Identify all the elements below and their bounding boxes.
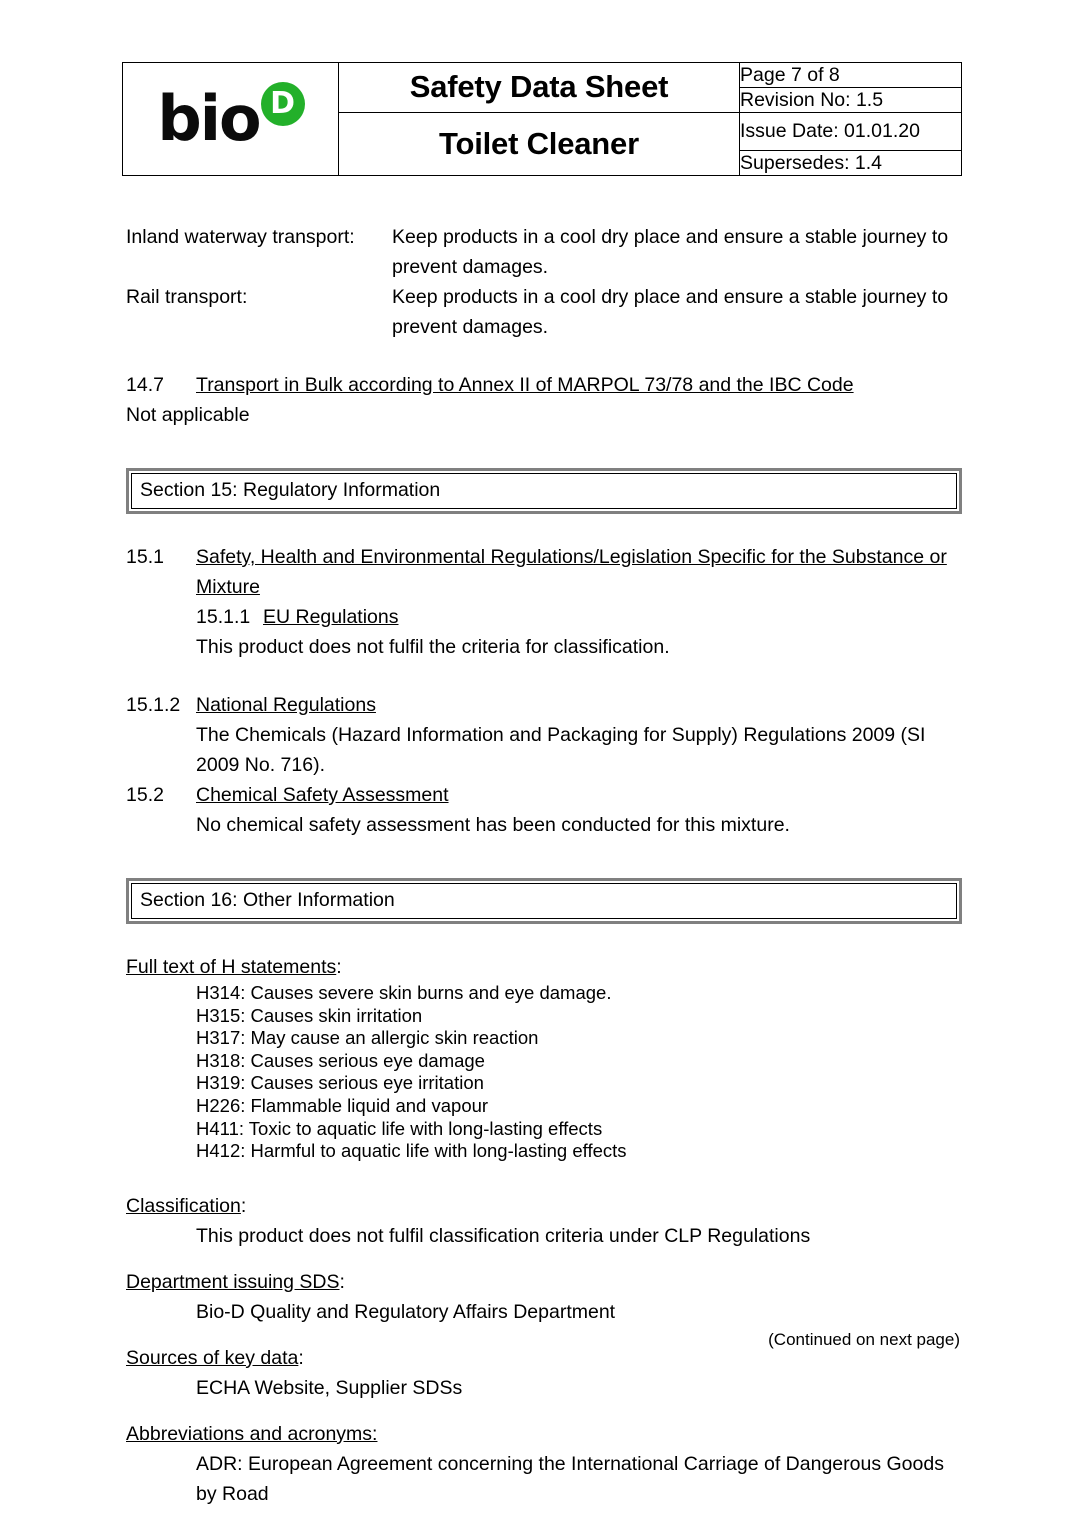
- clause-15-2-number: 15.2: [126, 784, 164, 806]
- continued-footer: (Continued on next page): [768, 1330, 960, 1349]
- document-body: [126, 222, 962, 1509]
- list-item: H226: Flammable liquid and vapour: [196, 1094, 489, 1116]
- clause-14-7-number: 14.7: [126, 374, 164, 396]
- department-label-row: [126, 1267, 962, 1297]
- clause-15-1-heading-row: [126, 542, 962, 602]
- clause-15-2-heading: Chemical Safety Assessment: [196, 784, 449, 806]
- h-statements-label: Full text of H statements: [126, 956, 337, 978]
- spacer: [126, 1251, 962, 1267]
- section-16-header-bar: [126, 878, 962, 924]
- list-item: H317: May cause an allergic skin reaction: [196, 1027, 539, 1049]
- clause-14-7-body: Not applicable: [126, 404, 250, 426]
- header-meta-revision: Revision No: 1.5: [740, 88, 962, 113]
- classification-colon: :: [240, 1194, 247, 1217]
- product-name: Toilet Cleaner: [439, 125, 639, 161]
- list-item: H318: Causes serious eye damage: [196, 1049, 485, 1071]
- department-colon: :: [339, 1270, 345, 1293]
- sources-body: ECHA Website, Supplier SDSs: [196, 1376, 463, 1399]
- clause-15-2-body: No chemical safety assessment has been conducted for this mixture.: [196, 814, 790, 836]
- inland-waterway-transport-row: [126, 222, 962, 282]
- h-statements-list: [126, 982, 962, 1163]
- h-statements-colon: :: [336, 956, 342, 978]
- document-title-cell: [339, 63, 740, 113]
- section-15-title: Section 15: Regulatory Information: [131, 473, 957, 509]
- header-meta-page: Page 7 of 8: [740, 63, 962, 88]
- brand-logo-cell: [123, 63, 339, 176]
- department-label: Department issuing SDS: [126, 1270, 340, 1293]
- spacer: [126, 514, 962, 542]
- clause-15-1-1-heading-row: [126, 602, 962, 632]
- logo-d-badge-icon: D: [261, 82, 305, 126]
- header-meta-issue-date: Issue Date: 01.01.20: [740, 113, 962, 151]
- product-name-cell: [339, 113, 740, 176]
- clause-14-7-heading: Transport in Bulk according to Annex II of MARPOL 73/78 and the IBC Code: [196, 374, 854, 396]
- spacer: [126, 342, 962, 370]
- bio-d-logo: [157, 82, 303, 156]
- inland-waterway-transport-value: Keep products in a cool dry place and ensure a stable journey to prevent damages.: [392, 226, 949, 278]
- spacer: [126, 1403, 962, 1419]
- spacer: [126, 662, 962, 690]
- inland-waterway-transport-label: Inland waterway transport:: [126, 226, 355, 248]
- logo-wordmark: bio: [157, 82, 260, 155]
- spacer: [126, 1163, 962, 1191]
- clause-15-1-2-number: 15.1.2: [126, 694, 181, 716]
- clause-15-1-1-number: 15.1.1: [196, 606, 251, 628]
- sources-colon: :: [298, 1346, 304, 1369]
- clause-15-2-heading-row: [126, 780, 962, 810]
- spacer: [126, 924, 962, 952]
- header-meta-supersedes: Supersedes: 1.4: [740, 151, 962, 176]
- list-item: H319: Causes serious eye irritation: [196, 1072, 484, 1094]
- sources-label: Sources of key data: [126, 1346, 299, 1369]
- spacer: [126, 840, 962, 878]
- clause-15-1-2-heading: National Regulations: [196, 694, 376, 716]
- spacer: [126, 430, 962, 468]
- clause-15-1-2-heading-row: [126, 690, 962, 720]
- section-16-title: Section 16: Other Information: [131, 883, 957, 919]
- list-item: H411: Toxic to aquatic life with long-lasting effects: [196, 1117, 603, 1139]
- clause-14-7-heading-row: [126, 370, 962, 400]
- abbreviations-body: ADR: European Agreement concerning the International Carriage of Dangerous Goods by Road: [196, 1452, 944, 1505]
- abbreviations-label: Abbreviations and acronyms:: [126, 1422, 378, 1445]
- classification-body: This product does not fulfil classification criteria under CLP Regulations: [196, 1224, 811, 1247]
- list-item: H412: Harmful to aquatic life with long-lasting effects: [196, 1140, 627, 1162]
- clause-15-1-number: 15.1: [126, 546, 164, 568]
- rail-transport-value: Keep products in a cool dry place and ensure a stable journey to prevent damages.: [392, 286, 949, 338]
- list-item: H315: Causes skin irritation: [196, 1004, 423, 1026]
- document-header-table: [122, 62, 962, 176]
- clause-15-1-1-heading: EU Regulations: [263, 606, 399, 628]
- rail-transport-label: Rail transport:: [126, 286, 248, 308]
- clause-15-1-2-body: The Chemicals (Hazard Information and Packaging for Supply) Regulations 2009 (SI 2009 No. 716).: [196, 724, 926, 776]
- classification-label: Classification: [126, 1194, 241, 1217]
- clause-15-1-1-body: This product does not fulfil the criteria for classification.: [196, 636, 670, 658]
- list-item: H314: Causes severe skin burns and eye damage.: [196, 982, 612, 1003]
- classification-label-row: [126, 1191, 962, 1221]
- clause-15-1-heading: Safety, Health and Environmental Regulations/Legislation Specific for the Substance or Mixture: [196, 546, 947, 598]
- department-body: Bio-D Quality and Regulatory Affairs Department: [196, 1300, 616, 1323]
- document-title: Safety Data Sheet: [409, 69, 669, 104]
- rail-transport-row: [126, 282, 962, 342]
- section-15-header-bar: [126, 468, 962, 514]
- h-statements-label-row: [126, 952, 962, 982]
